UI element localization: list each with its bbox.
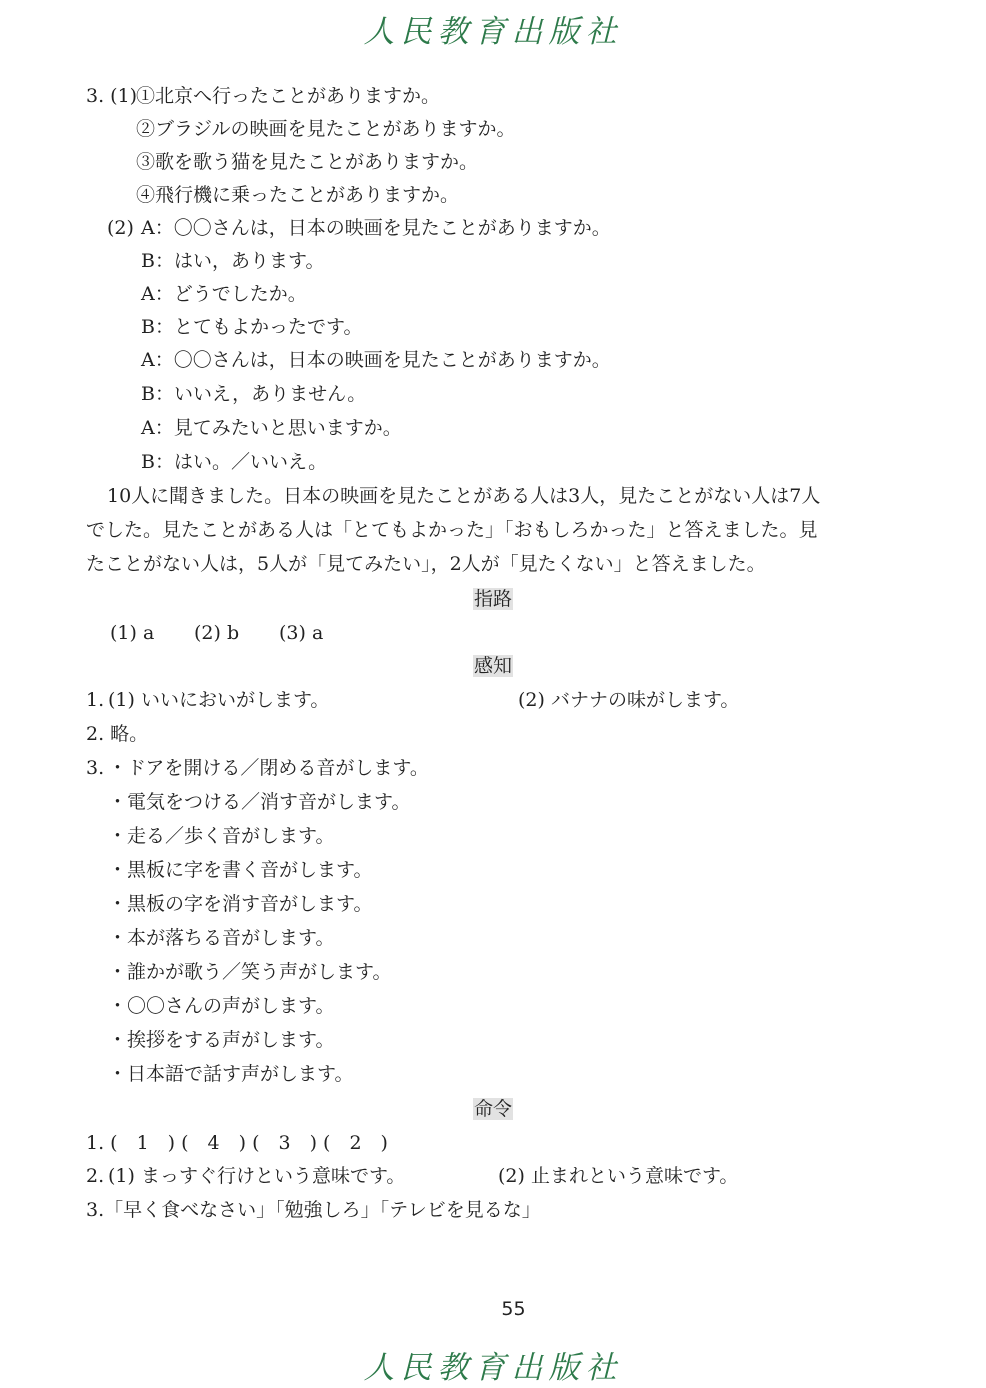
dialogue-line: A：どうでしたか。 [141,283,307,305]
q3-part1-item: ③歌を歌う猫を見たことがありますか。 [136,151,479,173]
publisher-logo-top: 人民教育出版社 [363,14,623,50]
page-number: 55 [501,1298,526,1320]
dialogue-line: B：はい。／いいえ。 [141,451,328,473]
dialogue-line: A：見てみたいと思いますか。 [141,417,402,439]
q3-part2-label: (2) [107,217,134,239]
mingling-q3: 3.「早く食べなさい」「勉強しろ」「テレビを見るな」 [86,1199,541,1221]
q3-part1-label: 3. (1) [86,85,138,107]
zhilu-answer: (1) a [110,622,155,644]
dialogue-line: B：いいえ，ありません。 [141,383,367,405]
ganzhi-q3-item: ・本が落ちる音がします。 [108,927,335,949]
summary-paragraph-line: たことがない人は，5人が「見てみたい」，2人が「見たくない」と答えました。 [86,553,766,575]
section-heading-zhilu [0,587,986,611]
section-heading-mingling-text: 命令 [473,1098,512,1120]
dialogue-line: A：〇〇さんは，日本の映画を見たことがありますか。 [141,349,611,371]
summary-paragraph-line: でした。見たことがある人は「とてもよかった」「おもしろかった」と答えました。見 [86,519,818,541]
dialogue-line: A：〇〇さんは，日本の映画を見たことがありますか。 [141,217,611,239]
ganzhi-q3-item: ・〇〇さんの声がします。 [108,995,335,1017]
mingling-q2-answer-b: (2) 止まれという意味です。 [498,1165,739,1187]
dialogue-line: B：とてもよかったです。 [141,316,363,338]
section-heading-mingling [0,1097,986,1121]
ganzhi-q3-item: ・電気をつける／消す音がします。 [108,791,411,813]
ganzhi-q3-item: ・走る／歩く音がします。 [108,825,335,847]
section-heading-ganzhi-text: 感知 [473,655,512,677]
section-heading-ganzhi [0,654,986,678]
ganzhi-q1-answer-a: (1) いいにおいがします。 [108,689,330,711]
summary-paragraph-line: 10人に聞きました。日本の映画を見たことがある人は3人，見たことがない人は7人 [107,485,821,507]
q3-part1-item: ①北京へ行ったことがありますか。 [136,85,441,107]
mingling-q1: 1. ( 1 ) ( 4 ) ( 3 ) ( 2 ) [86,1132,388,1154]
ganzhi-q3-item: ・黒板の字を消す音がします。 [108,893,373,915]
ganzhi-q2: 2. 略。 [86,723,149,745]
ganzhi-q3-item: ・黒板に字を書く音がします。 [108,859,373,881]
dialogue-line: B：はい，あります。 [141,250,325,272]
ganzhi-q1-answer-b: (2) バナナの味がします。 [518,689,740,711]
section-heading-zhilu-text: 指路 [473,588,512,610]
ganzhi-q1-label: 1. [86,689,105,711]
q3-part1-item: ②ブラジルの映画を見たことがありますか。 [136,118,516,140]
ganzhi-q3-item: ・挨拶をする声がします。 [108,1029,335,1051]
zhilu-answer: (2) b [194,622,240,644]
ganzhi-q3-item: ・日本語で話す声がします。 [108,1063,354,1085]
mingling-q2-answer-a: (1) まっすぐ行けという意味です。 [108,1165,406,1187]
mingling-q2-label: 2. [86,1165,105,1187]
publisher-logo-bottom: 人民教育出版社 [363,1350,623,1386]
ganzhi-q3-item: ・誰かが歌う／笑う声がします。 [108,961,392,983]
q3-part1-item: ④飛行機に乗ったことがありますか。 [136,184,460,206]
zhilu-answer: (3) a [279,622,324,644]
ganzhi-q3-item: ・ドアを開ける／閉める音がします。 [108,757,429,779]
ganzhi-q3-label: 3. [86,757,105,779]
